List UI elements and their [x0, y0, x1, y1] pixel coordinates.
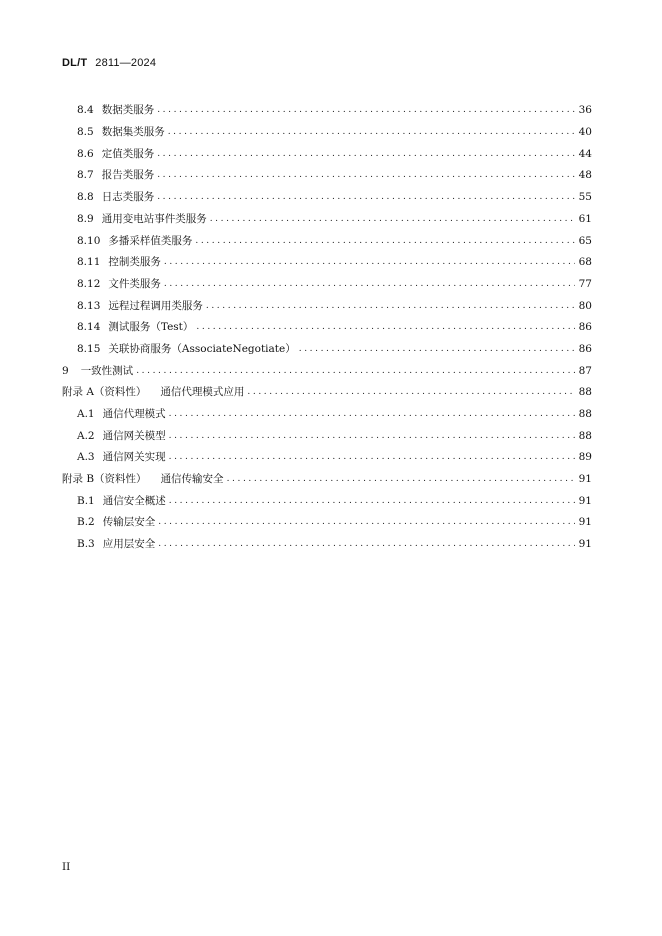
toc-entry-number: 附录 A（资料性）	[62, 386, 147, 398]
toc-entry-title: 控制类服务	[108, 256, 161, 268]
toc-entry-title: 通信网关模型	[102, 430, 166, 442]
toc-entry-8-9[interactable]	[77, 210, 592, 226]
toc-dot-leader	[299, 342, 575, 356]
toc-dot-leader	[247, 385, 575, 399]
toc-dot-leader	[164, 255, 575, 269]
toc-dot-leader	[164, 277, 575, 291]
toc-entry-page: 91	[578, 516, 592, 528]
toc-entry-number: A.3	[77, 451, 95, 463]
toc-entry-page: 40	[578, 126, 592, 138]
toc-entry-page: 88	[578, 386, 592, 398]
toc-entry-number: 8.6	[77, 148, 94, 160]
toc-entry-page: 55	[578, 191, 592, 203]
toc-dot-leader	[158, 515, 575, 529]
toc-entry-8-10[interactable]	[77, 232, 592, 248]
toc-entry-number: 8.10	[77, 235, 101, 247]
document-header	[62, 57, 156, 69]
toc-entry-number: 8.7	[77, 169, 94, 181]
toc-entry-page: 91	[578, 538, 592, 550]
toc-entry-8-4[interactable]	[77, 101, 592, 117]
toc-entry-number: 8.4	[77, 104, 94, 116]
toc-entry-number: 8.13	[77, 300, 101, 312]
toc-entry-8-7[interactable]	[77, 166, 592, 182]
toc-entry-8-12[interactable]	[77, 275, 592, 291]
toc-entry-a-3[interactable]	[77, 448, 592, 464]
toc-dot-leader	[157, 190, 575, 204]
toc-entry-page: 88	[578, 430, 592, 442]
toc-entry-number: B.1	[77, 495, 95, 507]
toc-dot-leader	[169, 429, 575, 443]
toc-entry-8-13[interactable]	[77, 297, 592, 313]
toc-entry-a-1[interactable]	[77, 405, 592, 421]
toc-entry-title: 数据集类服务	[101, 126, 165, 138]
toc-entry-page: 86	[578, 321, 592, 333]
toc-entry-page: 91	[578, 495, 592, 507]
toc-entry-number: A.1	[77, 408, 95, 420]
toc-entry-number: 8.15	[77, 343, 101, 355]
toc-dot-leader	[169, 494, 575, 508]
toc-entry-title: 通信传输安全	[160, 473, 224, 485]
toc-entry-title: 通用变电站事件类服务	[101, 213, 207, 225]
toc-entry-number: 附录 B（资料性）	[62, 473, 147, 485]
toc-entry-title: 关联协商服务（AssociateNegotiate）	[108, 343, 296, 355]
toc-entry-page: 80	[578, 300, 592, 312]
toc-entry-title: 一致性测试	[80, 365, 134, 377]
toc-entry-title: 应用层安全	[102, 538, 156, 550]
toc-entry-8-5[interactable]	[77, 123, 592, 139]
toc-entry-8-6[interactable]	[77, 145, 592, 161]
toc-entry-page: 65	[578, 235, 592, 247]
toc-dot-leader	[195, 234, 575, 248]
toc-entry-title: 通信代理模式	[102, 408, 166, 420]
toc-entry-appendix-a[interactable]	[62, 383, 592, 399]
toc-entry-9[interactable]	[62, 362, 592, 378]
toc-entry-b-3[interactable]	[77, 535, 592, 551]
toc-dot-leader	[206, 299, 575, 313]
toc-entry-page: 86	[578, 343, 592, 355]
toc-dot-leader	[157, 168, 575, 182]
toc-entry-8-8[interactable]	[77, 188, 592, 204]
toc-entry-page: 87	[578, 365, 592, 377]
toc-entry-number: A.2	[77, 430, 95, 442]
toc-entry-number: B.2	[77, 516, 95, 528]
toc-dot-leader	[157, 103, 575, 117]
toc-entry-page: 68	[578, 256, 592, 268]
toc-dot-leader	[169, 407, 575, 421]
toc-dot-leader	[169, 450, 575, 464]
toc-dot-leader	[136, 364, 575, 378]
toc-entry-appendix-b[interactable]	[62, 470, 592, 486]
toc-dot-leader	[158, 537, 575, 551]
toc-dot-leader	[196, 320, 575, 334]
toc-entry-title: 日志类服务	[101, 191, 155, 203]
toc-entry-title: 多播采样值类服务	[108, 235, 193, 247]
toc-entry-8-15[interactable]	[77, 340, 592, 356]
toc-entry-page: 88	[578, 408, 592, 420]
toc-entry-page: 48	[578, 169, 592, 181]
toc-entry-number: 8.11	[77, 256, 101, 268]
toc-entry-title: 定值类服务	[101, 148, 155, 160]
toc-entry-number: 8.12	[77, 278, 101, 290]
toc-entry-title: 文件类服务	[108, 278, 161, 290]
toc-entry-page: 89	[578, 451, 592, 463]
toc-entry-title: 远程过程调用类服务	[108, 300, 203, 312]
toc-entry-page: 44	[578, 148, 592, 160]
toc-entry-a-2[interactable]	[77, 427, 592, 443]
toc-dot-leader	[168, 125, 575, 139]
toc-entry-title: 数据类服务	[101, 104, 155, 116]
toc-dot-leader	[227, 472, 575, 486]
toc-dot-leader	[157, 147, 575, 161]
toc-entry-8-14[interactable]	[77, 318, 592, 334]
toc-entry-page: 91	[578, 473, 592, 485]
standard-code: DL/T	[62, 57, 88, 69]
toc-entry-number: 9	[62, 365, 69, 377]
toc-entry-title: 传输层安全	[102, 516, 156, 528]
toc-entry-page: 61	[578, 213, 592, 225]
toc-entry-b-1[interactable]	[77, 492, 592, 508]
toc-entry-8-11[interactable]	[77, 253, 592, 269]
toc-entry-title: 通信安全概述	[102, 495, 166, 507]
toc-entry-title: 通信代理模式应用	[160, 386, 245, 398]
toc-entry-number: 8.5	[77, 126, 94, 138]
toc-entry-title: 通信网关实现	[102, 451, 166, 463]
toc-entry-title: 测试服务（Test）	[108, 321, 194, 333]
toc-dot-leader	[210, 212, 575, 226]
toc-entry-b-2[interactable]	[77, 513, 592, 529]
standard-number: 2811—2024	[95, 57, 157, 69]
toc-entry-page: 36	[578, 104, 592, 116]
toc-entry-number: 8.14	[77, 321, 101, 333]
toc-entry-number: B.3	[77, 538, 95, 550]
toc-entry-title: 报告类服务	[101, 169, 155, 181]
toc-entry-number: 8.8	[77, 191, 94, 203]
toc-entry-page: 77	[578, 278, 592, 290]
page-number-footer: II	[62, 861, 71, 873]
toc-entry-number: 8.9	[77, 213, 94, 225]
